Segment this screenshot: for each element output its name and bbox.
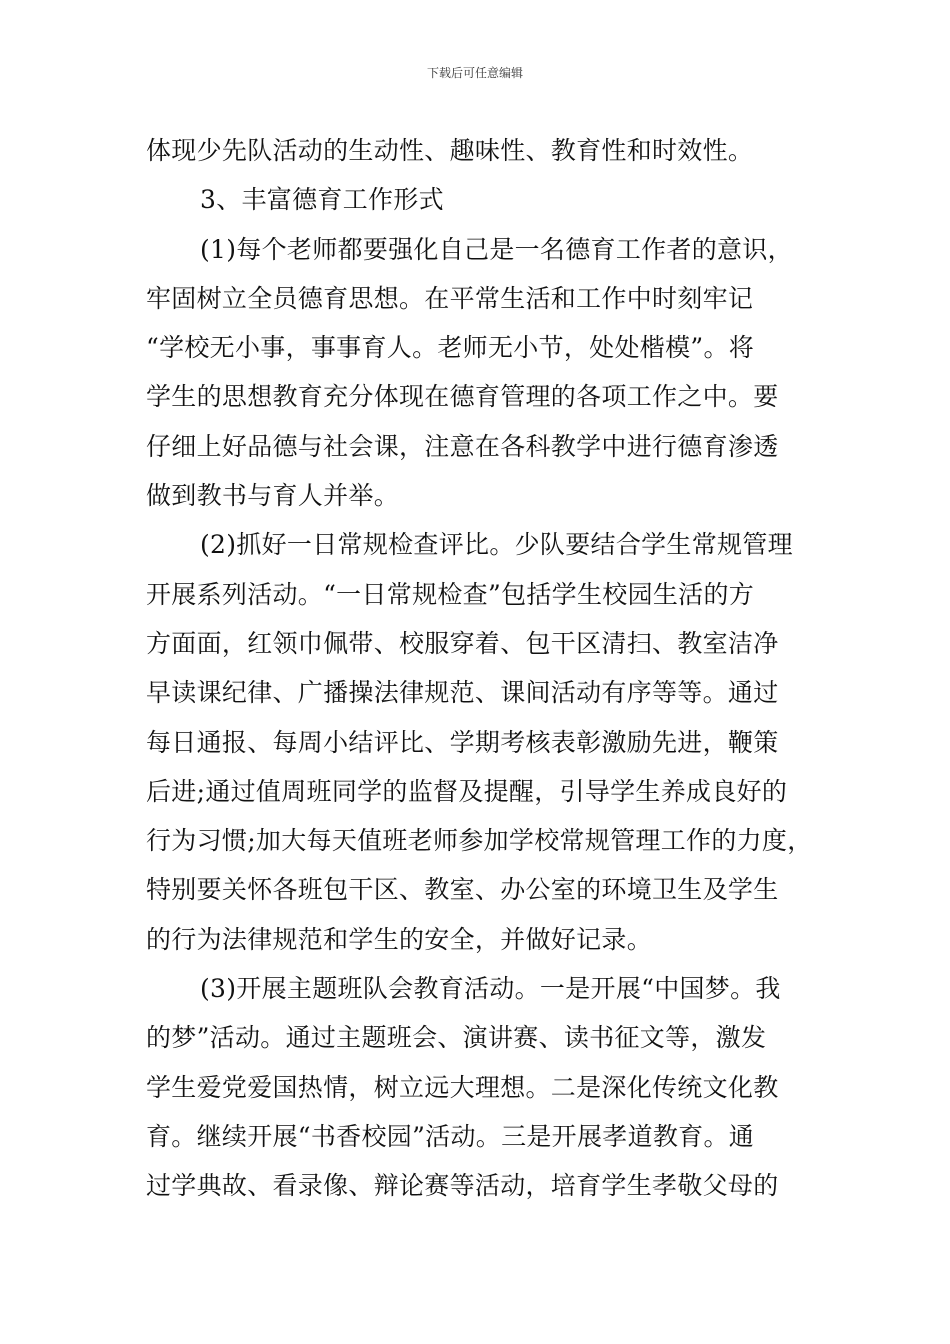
text-line: (1)每个老师都要强化自己是一名德育工作者的意识， (200, 234, 793, 264)
text-line: 后进;通过值周班同学的监督及提醒，引导学生养成良好的 (146, 776, 788, 806)
text-line: 开展系列活动。“一日常规检查”包括学生校园生活的方 (146, 579, 755, 609)
text-line: 仔细上好品德与社会课，注意在各科教学中进行德育渗透 (146, 431, 779, 461)
text-line: 育。继续开展“书香校园”活动。三是开展孝道教育。通 (146, 1121, 755, 1151)
text-line: (3)开展主题班队会教育活动。一是开展“中国梦。我 (200, 974, 781, 1004)
text-line: 学生爱党爱国热情，树立远大理想。二是深化传统文化教 (146, 1072, 779, 1102)
text-line: 体现少先队活动的生动性、趣味性、教育性和时效性。 (146, 136, 754, 165)
document-body (146, 126, 826, 1211)
text-line: 的行为法律规范和学生的安全，并做好记录。 (146, 924, 653, 954)
text-line: 特别要关怀各班包干区、教室、办公室的环境卫生及学生 (146, 875, 779, 905)
text-line: 早读课纪律、广播操法律规范、课间活动有序等等。通过 (146, 678, 779, 708)
text-line: 行为习惯;加大每天值班老师参加学校常规管理工作的力度， (146, 826, 813, 856)
text-line: 方面面，红领巾佩带、校服穿着、包干区清扫、教室洁净 (146, 628, 779, 658)
text-line: 过学典故、看录像、辩论赛等活动，培育学生孝敬父母的 (146, 1171, 779, 1201)
text-line: 3、丰富德育工作形式 (200, 185, 444, 215)
text-line: 的梦”活动。通过主题班会、演讲赛、读书征文等，激发 (146, 1023, 767, 1053)
text-line: 每日通报、每周小结评比、学期考核表彰激励先进，鞭策 (146, 727, 779, 757)
page-header: 下载后可任意编辑 (426, 66, 523, 80)
text-line: “学校无小事，事事育人。老师无小节，处处楷模”。将 (146, 333, 755, 363)
text-line: 学生的思想教育充分体现在德育管理的各项工作之中。要 (146, 382, 779, 412)
text-line: 做到教书与育人并举。 (146, 481, 400, 511)
text-line: (2)抓好一日常规检查评比。少队要结合学生常规管理 (200, 530, 793, 560)
text-line: 牢固树立全员德育思想。在平常生活和工作中时刻牢记 (146, 283, 754, 313)
